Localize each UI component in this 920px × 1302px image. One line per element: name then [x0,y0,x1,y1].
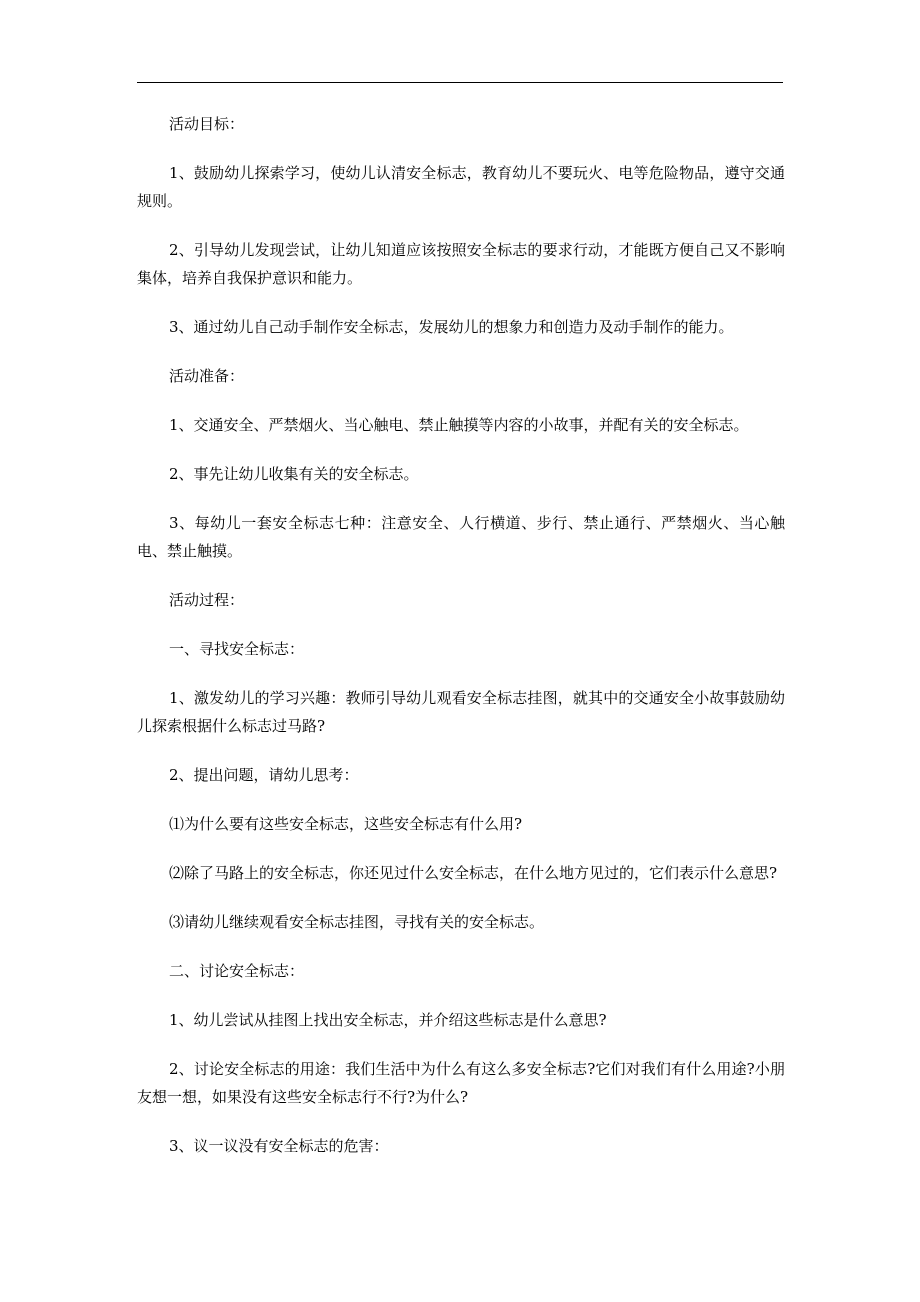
paragraph: 3、通过幼儿自己动手制作安全标志，发展幼儿的想象力和创造力及动手制作的能力。 [169,318,734,336]
paragraph: 2、讨论安全标志的用途：我们生活中为什么有这么多安全标志?它们对我们有什么用途?小朋友想一想，如果没有这些安全标志行不行?为什么? [137,1060,785,1106]
document-body [137,110,785,1181]
subsection-heading-find: 一、寻找安全标志： [169,640,305,658]
paragraph: ⑴为什么要有这些安全标志，这些安全标志有什么用? [169,815,523,833]
paragraph: 2、提出问题，请幼儿思考： [169,766,359,784]
paragraph: 2、事先让幼儿收集有关的安全标志。 [169,465,419,483]
header-rule [137,82,783,83]
paragraph: 3、议一议没有安全标志的危害： [169,1137,389,1155]
paragraph: 3、每幼儿一套安全标志七种：注意安全、人行横道、步行、禁止通行、严禁烟火、当心触电、禁止触摸。 [137,514,785,560]
section-heading-goals: 活动目标： [169,115,245,133]
paragraph: 2、引导幼儿发现尝试，让幼儿知道应该按照安全标志的要求行动，才能既方便自己又不影响集体，培养自我保护意识和能力。 [137,241,785,287]
paragraph: 1、鼓励幼儿探索学习，使幼儿认清安全标志，教育幼儿不要玩火、电等危险物品，遵守交通规则。 [137,164,785,210]
section-heading-preparation: 活动准备： [169,367,245,385]
subsection-heading-discuss: 二、讨论安全标志： [169,962,305,980]
section-heading-process: 活动过程： [169,591,245,609]
paragraph: 1、幼儿尝试从挂图上找出安全标志，并介绍这些标志是什么意思? [169,1011,607,1029]
paragraph: ⑵除了马路上的安全标志，你还见过什么安全标志，在什么地方见过的，它们表示什么意思? [169,864,778,882]
paragraph: 1、激发幼儿的学习兴趣：教师引导幼儿观看安全标志挂图，就其中的交通安全小故事鼓励幼儿探索根据什么标志过马路? [137,689,785,735]
paragraph: ⑶请幼儿继续观看安全标志挂图，寻找有关的安全标志。 [169,913,545,931]
paragraph: 1、交通安全、严禁烟火、当心触电、禁止触摸等内容的小故事，并配有关的安全标志。 [169,416,749,434]
